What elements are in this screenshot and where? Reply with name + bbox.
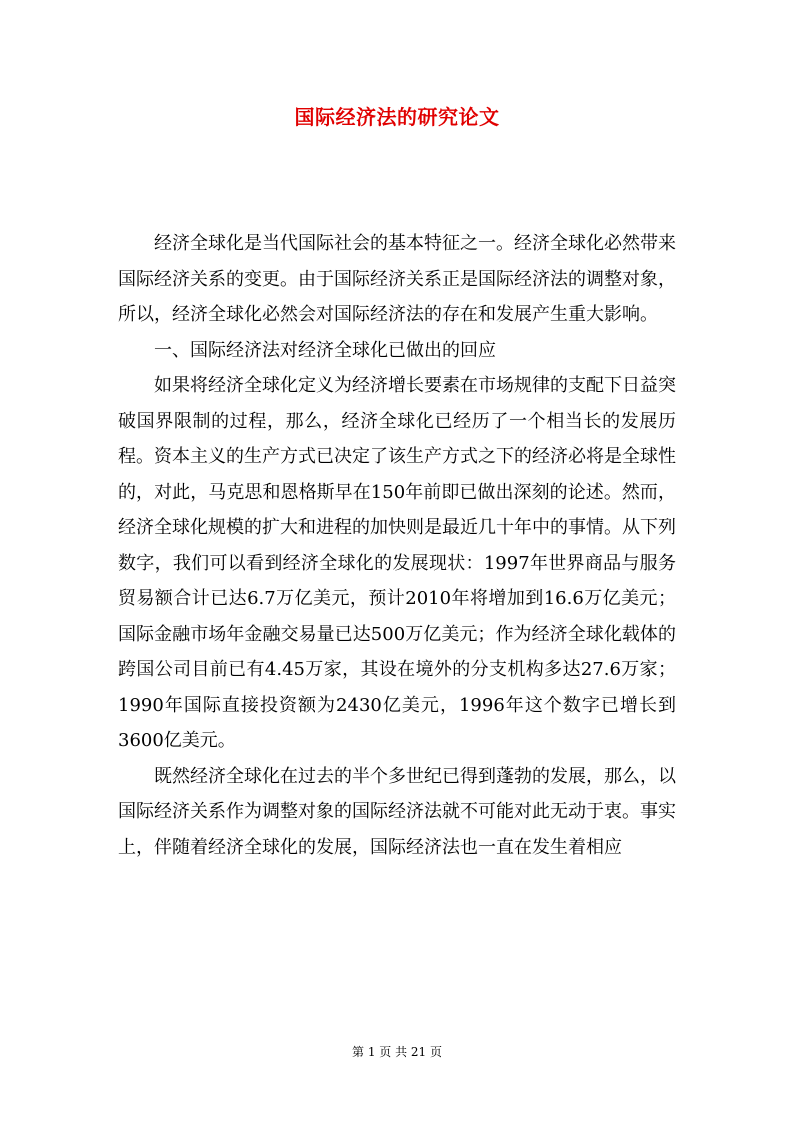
section-heading-1: 一、国际经济法对经济全球化已做出的回应: [154, 339, 496, 361]
paragraph-globalization-history: 如果将经济全球化定义为经济增长要素在市场规律的支配下日益突破国界限制的过程，那么，经济全球化已经历了一个相当长的发展历程。资本主义的生产方式已决定了该生产方式之下的经济必将是全球性的，对此，马克思和恩格斯早在150年前即已做出深刻的论述。然而，经济全球化规模的扩大和进程的加快则是最近几十年中的事情。从下列数字，我们可以看到经济全球化的发展现状：1997年世界商品与服务贸易额合计已达6.7万亿美元，预计2010年将增加到16.6万亿美元；国际金融市场年金融交易量已达500万亿美元；作为经济全球化载体的跨国公司目前已有4.45万家，其设在境外的分支机构多达27.6万家；1990年国际直接投资额为2430亿美元，1996年这个数字已增长到3600亿美元。: [118, 375, 676, 751]
document-body: [118, 226, 676, 865]
paragraph-response: 既然经济全球化在过去的半个多世纪已得到蓬勃的发展，那么，以国际经济关系作为调整对象的国际经济法就不可能对此无动于衷。事实上，伴随着经济全球化的发展，国际经济法也一直在发生着相应: [118, 765, 676, 858]
document-title: 国际经济法的研究论文: [294, 105, 500, 129]
page-footer: [0, 1043, 794, 1060]
paragraph-intro: 经济全球化是当代国际社会的基本特征之一。经济全球化必然带来国际经济关系的变更。由于国际经济关系正是国际经济法的调整对象，所以，经济全球化必然会对国际经济法的存在和发展产生重大影响。: [118, 233, 676, 325]
page-number: 第 1 页 共 21 页: [352, 1045, 442, 1059]
